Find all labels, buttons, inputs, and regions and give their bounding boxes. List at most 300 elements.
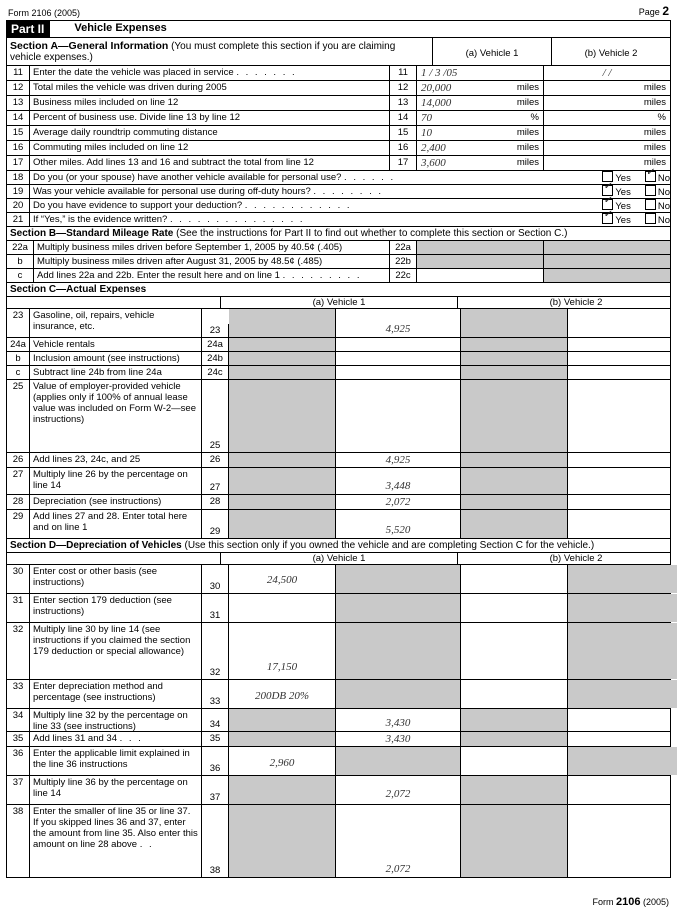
- row-22b: [7, 255, 670, 269]
- value-28-d[interactable]: [568, 495, 677, 509]
- line-text-19-label: Was your vehicle available for personal use during off-duty hours?: [33, 186, 311, 197]
- leader-dots: . . .: [119, 733, 143, 744]
- checkbox-icon[interactable]: [645, 199, 656, 210]
- line-no-24b: b: [7, 352, 30, 365]
- value-16-vehicle1[interactable]: [417, 141, 544, 155]
- value-29-c[interactable]: [461, 510, 568, 538]
- checkbox-icon[interactable]: [645, 171, 656, 182]
- value-24a-c[interactable]: [461, 338, 568, 351]
- line-box-28: 28: [202, 495, 229, 509]
- line-box-38: 38: [202, 805, 229, 877]
- value-34-c[interactable]: [461, 709, 568, 731]
- line-text-21: [30, 213, 490, 226]
- section-c-header: [7, 282, 670, 297]
- unit-14-vehicle2: %: [657, 112, 666, 123]
- section-c-col-vehicle2: (b) Vehicle 2: [457, 297, 677, 308]
- value-32-b[interactable]: [336, 623, 461, 679]
- value-36-d[interactable]: [568, 747, 677, 775]
- value-34-d[interactable]: [568, 709, 677, 731]
- value-32-c[interactable]: [461, 623, 568, 679]
- row-21: [7, 213, 670, 226]
- line-no-19: 19: [7, 185, 30, 198]
- value-24c-d[interactable]: [568, 366, 677, 379]
- yesno-19: [490, 185, 670, 198]
- value-23-d[interactable]: [568, 309, 677, 337]
- value-14-vehicle2[interactable]: [544, 111, 670, 125]
- value-25-d[interactable]: [568, 380, 677, 452]
- row-15: [7, 126, 670, 141]
- line-text-38: [30, 805, 202, 877]
- row-20: [7, 199, 670, 213]
- value-28-c[interactable]: [461, 495, 568, 509]
- value-36-a[interactable]: 2,960: [229, 747, 336, 775]
- line-no-20: 20: [7, 199, 30, 212]
- value-28-a[interactable]: [229, 495, 336, 509]
- value-24b-d[interactable]: [568, 352, 677, 365]
- checkbox-19-yes-label: Yes: [615, 187, 631, 198]
- checkbox-21-no-label: No: [657, 215, 670, 226]
- line-no-27: 27: [7, 468, 30, 494]
- value-38-b[interactable]: 2,072: [336, 805, 461, 877]
- line-text-25: Value of employer-provided vehicle (applies only if 100% of annual lease value was included on Form W-2—see instructions): [30, 380, 202, 452]
- value-24c-c[interactable]: [461, 366, 568, 379]
- line-box-22a: 22a: [389, 241, 417, 254]
- line-text-21-label: If “Yes,” is the evidence written?: [33, 214, 168, 225]
- checkbox-icon[interactable]: [602, 213, 613, 224]
- value-22b-vehicle2[interactable]: [544, 255, 670, 268]
- value-27-a[interactable]: [229, 468, 336, 494]
- footer-form-year: (2005): [642, 897, 669, 907]
- line-box-17: 17: [389, 156, 417, 170]
- spacer: [7, 297, 220, 308]
- value-36-b[interactable]: [336, 747, 461, 775]
- section-b-header: [7, 226, 670, 241]
- line-text-23: Gasoline, oil, repairs, vehicle insurance, etc.: [30, 309, 202, 337]
- value-24b-a[interactable]: [229, 352, 336, 365]
- section-b-title: Section B—Standard Mileage Rate: [10, 228, 174, 239]
- line-no-13: 13: [7, 96, 30, 110]
- value-25-b[interactable]: [336, 380, 461, 452]
- checkbox-21-no[interactable]: [645, 213, 670, 226]
- line-text-35: [30, 732, 202, 746]
- value-31-c[interactable]: [461, 594, 568, 622]
- line-no-31: 31: [7, 594, 30, 622]
- line-text-15-label: Average daily roundtrip commuting distance: [33, 127, 218, 138]
- value-24a-d[interactable]: [568, 338, 677, 351]
- value-12-vehicle1[interactable]: [417, 81, 544, 95]
- value-12-vehicle2[interactable]: [544, 81, 670, 95]
- unit-12-vehicle2: miles: [643, 82, 666, 93]
- line-no-25: 25: [7, 380, 30, 452]
- part-ii-label: Part II: [7, 21, 50, 37]
- section-a-col-vehicle2: (b) Vehicle 2: [551, 38, 670, 65]
- value-30-a[interactable]: 24,500: [229, 565, 336, 593]
- value-13-vehicle2[interactable]: [544, 96, 670, 110]
- line-box-16: 16: [389, 141, 417, 155]
- line-no-33: 33: [7, 680, 30, 708]
- value-25-c[interactable]: [461, 380, 568, 452]
- line-text-20-label: Do you have evidence to support your deduction?: [33, 200, 243, 211]
- unit-13-vehicle1: miles: [516, 97, 539, 108]
- row-34: [7, 709, 670, 732]
- value-33-a[interactable]: 200DB 20%: [229, 680, 336, 708]
- line-text-20: [30, 199, 490, 212]
- value-23-a[interactable]: [229, 309, 336, 337]
- value-14-vehicle1[interactable]: [417, 111, 544, 125]
- value-29-a[interactable]: [229, 510, 336, 538]
- line-text-28: Depreciation (see instructions): [30, 495, 202, 509]
- line-box-22c: 22c: [389, 269, 417, 282]
- value-32-a[interactable]: 17,150: [229, 623, 336, 679]
- line-box-25: 25: [202, 380, 229, 452]
- row-38: [7, 805, 670, 877]
- line-text-30: Enter cost or other basis (see instructions): [30, 565, 202, 593]
- line-no-34: 34: [7, 709, 30, 731]
- checkbox-20-yes-label: Yes: [615, 201, 631, 212]
- line-no-36: 36: [7, 747, 30, 775]
- line-text-38-label: Enter the smaller of line 35 or line 37. If you skipped lines 36 and 37, enter the amount from line 35. Also enter this amount on line 28 above: [33, 806, 198, 850]
- line-no-35: 35: [7, 732, 30, 746]
- value-23-c[interactable]: [461, 309, 568, 337]
- line-box-34: 34: [202, 709, 229, 731]
- unit-17-vehicle1: miles: [516, 157, 539, 168]
- value-38-c[interactable]: [461, 805, 568, 877]
- line-text-22b: [34, 255, 389, 268]
- line-no-14: 14: [7, 111, 30, 125]
- value-38-d[interactable]: [568, 805, 677, 877]
- value-31-a[interactable]: [229, 594, 336, 622]
- line-box-33: 33: [202, 680, 229, 708]
- unit-14-vehicle1: %: [530, 112, 539, 123]
- checkbox-19-no[interactable]: [645, 185, 670, 198]
- line-text-15: [30, 126, 389, 140]
- page-number: 2: [662, 4, 669, 18]
- line-box-15: 15: [389, 126, 417, 140]
- row-16: [7, 141, 670, 156]
- line-box-29: 29: [202, 510, 229, 538]
- value-30-d[interactable]: [568, 565, 677, 593]
- unit-17-vehicle2: miles: [643, 157, 666, 168]
- section-d-col-vehicle1: (a) Vehicle 1: [220, 553, 457, 564]
- row-29: [7, 510, 670, 538]
- value-38-a[interactable]: [229, 805, 336, 877]
- line-no-22a: 22a: [7, 241, 34, 254]
- row-27: [7, 468, 670, 495]
- line-text-18-label: Do you (or your spouse) have another vehicle available for personal use?: [33, 172, 342, 183]
- line-text-31: Enter section 179 deduction (see instructions): [30, 594, 202, 622]
- line-box-24a: 24a: [202, 338, 229, 351]
- value-37-d[interactable]: [568, 776, 677, 804]
- line-text-36: Enter the applicable limit explained in the line 36 instructions: [30, 747, 202, 775]
- value-33-b[interactable]: [336, 680, 461, 708]
- value-26-b[interactable]: 4,925: [336, 453, 461, 467]
- leader-dots: . . . . . . . . . . . . . . .: [169, 214, 305, 225]
- row-25: [7, 380, 670, 453]
- line-box-36: 36: [202, 747, 229, 775]
- line-text-32: Multiply line 30 by line 14 (see instructions if you claimed the section 179 deduction or special allowance): [30, 623, 202, 679]
- value-15-vehicle1-amount: 10: [421, 127, 432, 139]
- line-no-28: 28: [7, 495, 30, 509]
- value-37-b[interactable]: 2,072: [336, 776, 461, 804]
- row-22a: [7, 241, 670, 255]
- line-text-24b: Inclusion amount (see instructions): [30, 352, 202, 365]
- value-17-vehicle1-amount: 3,600: [421, 157, 446, 169]
- line-text-22c-label: Add lines 22a and 22b. Enter the result here and on line 1: [37, 270, 280, 281]
- value-32-d[interactable]: [568, 623, 677, 679]
- row-11: [7, 66, 670, 81]
- value-24a-a[interactable]: [229, 338, 336, 351]
- value-27-b[interactable]: 3,448: [336, 468, 461, 494]
- form-body: [6, 20, 671, 878]
- line-no-29: 29: [7, 510, 30, 538]
- value-24c-a[interactable]: [229, 366, 336, 379]
- checkbox-20-no[interactable]: [645, 199, 670, 212]
- value-22c-vehicle1[interactable]: [417, 269, 544, 282]
- form-number-label: Form 2106 (2005): [8, 8, 81, 18]
- line-no-22b: b: [7, 255, 34, 268]
- value-35-a[interactable]: [229, 732, 336, 746]
- value-25-a[interactable]: [229, 380, 336, 452]
- leader-dots: . . . . . . . . . . . .: [244, 200, 352, 211]
- line-box-22b: 22b: [389, 255, 417, 268]
- line-box-11: 11: [389, 66, 417, 80]
- row-30: [7, 565, 670, 594]
- line-text-12-label: Total miles the vehicle was driven during 2005: [33, 82, 227, 93]
- section-d-subtitle: (Use this section only if you owned the vehicle and are completing Section C for the vehicle.): [184, 540, 595, 551]
- value-13-vehicle1[interactable]: [417, 96, 544, 110]
- section-d-col-header: [7, 553, 670, 565]
- value-24c-b[interactable]: [336, 366, 461, 379]
- unit-12-vehicle1: miles: [516, 82, 539, 93]
- footer-form-number: 2106: [615, 896, 641, 908]
- value-34-a[interactable]: [229, 709, 336, 731]
- line-box-32: 32: [202, 623, 229, 679]
- value-35-b[interactable]: 3,430: [336, 732, 461, 746]
- unit-15-vehicle1: miles: [516, 127, 539, 138]
- value-27-d[interactable]: [568, 468, 677, 494]
- value-24b-c[interactable]: [461, 352, 568, 365]
- row-13: [7, 96, 670, 111]
- value-26-c[interactable]: [461, 453, 568, 467]
- line-text-26: Add lines 23, 24c, and 25: [30, 453, 202, 467]
- row-24b: [7, 352, 670, 366]
- leader-dots: . . . . . .: [344, 172, 396, 183]
- line-no-21: 21: [7, 213, 30, 226]
- line-text-22c: [34, 269, 389, 282]
- value-33-c[interactable]: [461, 680, 568, 708]
- value-22a-vehicle1[interactable]: [417, 241, 544, 254]
- section-c-col-header: [7, 297, 670, 309]
- value-27-c[interactable]: [461, 468, 568, 494]
- value-15-vehicle1[interactable]: [417, 126, 544, 140]
- unit-16-vehicle1: miles: [516, 142, 539, 153]
- value-13-vehicle1-amount: 14,000: [421, 97, 452, 109]
- value-11-vehicle2[interactable]: / /: [602, 67, 612, 79]
- line-text-18: [30, 171, 490, 184]
- value-29-d[interactable]: [568, 510, 677, 538]
- value-37-a[interactable]: [229, 776, 336, 804]
- line-text-14: [30, 111, 389, 125]
- row-28: [7, 495, 670, 510]
- checkbox-icon[interactable]: [645, 213, 656, 224]
- section-a-col-vehicle1: (a) Vehicle 1: [432, 38, 551, 65]
- line-box-27: 27: [202, 468, 229, 494]
- value-26-d[interactable]: [568, 453, 677, 467]
- value-17-vehicle1[interactable]: [417, 156, 544, 170]
- yesno-20: [490, 199, 670, 212]
- line-no-26: 26: [7, 453, 30, 467]
- value-31-d[interactable]: [568, 594, 677, 622]
- value-31-b[interactable]: [336, 594, 461, 622]
- section-a-subtitle: (You must complete this section if you are claiming vehicle expenses.): [10, 41, 396, 63]
- line-box-14: 14: [389, 111, 417, 125]
- line-box-24b: 24b: [202, 352, 229, 365]
- page-header: [6, 4, 671, 20]
- value-33-d[interactable]: [568, 680, 677, 708]
- section-c-col-vehicle1: (a) Vehicle 1: [220, 297, 457, 308]
- line-no-24c: c: [7, 366, 30, 379]
- row-17: [7, 156, 670, 171]
- row-18: [7, 171, 670, 185]
- line-text-24a: Vehicle rentals: [30, 338, 202, 351]
- value-11-vehicle1[interactable]: 1 / 3 /05: [417, 66, 544, 80]
- line-text-22b-label: Multiply business miles driven after August 31, 2005 by 48.5¢ (.485): [37, 256, 323, 267]
- section-d-col-vehicle2: (b) Vehicle 2: [457, 553, 677, 564]
- line-text-22a-label: Multiply business miles driven before September 1, 2005 by 40.5¢ (.405): [37, 242, 343, 253]
- value-16-vehicle2[interactable]: [544, 141, 670, 155]
- line-text-13: [30, 96, 389, 110]
- line-no-32: 32: [7, 623, 30, 679]
- value-15-vehicle2[interactable]: [544, 126, 670, 140]
- line-text-17: [30, 156, 389, 170]
- row-23: [7, 309, 670, 338]
- line-box-35: 35: [202, 732, 229, 746]
- row-12: [7, 81, 670, 96]
- section-a-header: [7, 38, 670, 66]
- section-d-header: [7, 538, 670, 553]
- section-a-title: Section A—General Information: [10, 40, 169, 52]
- value-22a-vehicle2[interactable]: [544, 241, 670, 254]
- line-text-34: Multiply line 32 by the percentage on line 33 (see instructions): [30, 709, 202, 731]
- line-text-22a: [34, 241, 389, 254]
- row-24c: [7, 366, 670, 380]
- section-d-title: Section D—Depreciation of Vehicles: [10, 540, 182, 551]
- line-box-23: 23: [202, 324, 229, 337]
- value-30-b[interactable]: [336, 565, 461, 593]
- value-22b-vehicle1[interactable]: [417, 255, 544, 268]
- line-no-16: 16: [7, 141, 30, 155]
- checkbox-20-no-label: No: [657, 201, 670, 212]
- unit-16-vehicle2: miles: [643, 142, 666, 153]
- row-31: [7, 594, 670, 623]
- line-text-16-label: Commuting miles included on line 12: [33, 142, 189, 153]
- line-no-37: 37: [7, 776, 30, 804]
- value-26-a[interactable]: [229, 453, 336, 467]
- value-36-c[interactable]: [461, 747, 568, 775]
- line-box-13: 13: [389, 96, 417, 110]
- value-35-c[interactable]: [461, 732, 568, 746]
- value-28-b[interactable]: 2,072: [336, 495, 461, 509]
- checkbox-icon[interactable]: [645, 185, 656, 196]
- value-35-d[interactable]: [568, 732, 677, 746]
- value-24a-b[interactable]: [336, 338, 461, 351]
- section-b-subtitle: (See the instructions for Part II to find out whether to complete this section or Section C.): [176, 228, 568, 239]
- checkbox-18-yes-label: Yes: [615, 173, 631, 184]
- line-no-38: 38: [7, 805, 30, 877]
- yesno-18: [490, 171, 670, 184]
- checkbox-21-yes[interactable]: [602, 213, 631, 226]
- value-24b-b[interactable]: [336, 352, 461, 365]
- line-no-12: 12: [7, 81, 30, 95]
- form-footer: [592, 896, 669, 908]
- checkbox-21-yes-label: Yes: [615, 215, 631, 226]
- line-text-35-label: Add lines 31 and 34: [33, 733, 117, 744]
- checkbox-18-no-label: No: [657, 173, 670, 184]
- line-text-29: Add lines 27 and 28. Enter total here and on line 1: [30, 510, 202, 538]
- section-a-title-wrap: [7, 38, 432, 65]
- unit-13-vehicle2: miles: [643, 97, 666, 108]
- value-23-b[interactable]: 4,925: [336, 309, 461, 337]
- leader-dots: . .: [139, 839, 154, 850]
- line-no-30: 30: [7, 565, 30, 593]
- value-29-b[interactable]: 5,520: [336, 510, 461, 538]
- line-no-11: 11: [7, 66, 30, 80]
- page-label: Page: [638, 7, 660, 17]
- row-32: [7, 623, 670, 680]
- page-indicator: [639, 4, 669, 18]
- spacer: [7, 553, 220, 564]
- row-22c: [7, 269, 670, 282]
- unit-15-vehicle2: miles: [643, 127, 666, 138]
- row-35: [7, 732, 670, 747]
- line-text-27: Multiply line 26 by the percentage on line 14: [30, 468, 202, 494]
- row-33: [7, 680, 670, 709]
- value-22c-vehicle2[interactable]: [544, 269, 670, 282]
- value-34-b[interactable]: 3,430: [336, 709, 461, 731]
- yesno-21: [490, 213, 670, 226]
- part-ii-bar: [7, 21, 670, 38]
- line-text-24c: Subtract line 24b from line 24a: [30, 366, 202, 379]
- row-19: [7, 185, 670, 199]
- line-box-12: 12: [389, 81, 417, 95]
- section-c-title: Section C—Actual Expenses: [10, 284, 147, 295]
- line-box-26: 26: [202, 453, 229, 467]
- line-box-31: 31: [202, 594, 229, 622]
- line-no-24a: 24a: [7, 338, 30, 351]
- row-24a: [7, 338, 670, 352]
- value-16-vehicle1-amount: 2,400: [421, 142, 446, 154]
- line-no-17: 17: [7, 156, 30, 170]
- line-text-14-label: Percent of business use. Divide line 13 by line 12: [33, 112, 241, 123]
- line-no-15: 15: [7, 126, 30, 140]
- leader-dots: . . . . . . . . .: [282, 270, 362, 281]
- line-no-22c: c: [7, 269, 34, 282]
- line-text-12: [30, 81, 389, 95]
- line-text-11: [30, 66, 389, 80]
- value-14-vehicle1-amount: 70: [421, 112, 432, 124]
- line-text-17-label: Other miles. Add lines 13 and 16 and subtract the total from line 12: [33, 157, 314, 168]
- checkbox-18-no[interactable]: [645, 171, 670, 184]
- line-box-24c: 24c: [202, 366, 229, 379]
- row-36: [7, 747, 670, 776]
- value-37-c[interactable]: [461, 776, 568, 804]
- checkbox-19-no-label: No: [657, 187, 670, 198]
- line-text-16: [30, 141, 389, 155]
- line-text-33: Enter depreciation method and percentage (see instructions): [30, 680, 202, 708]
- value-30-c[interactable]: [461, 565, 568, 593]
- line-text-19: [30, 185, 490, 198]
- line-text-13-label: Business miles included on line 12: [33, 97, 179, 108]
